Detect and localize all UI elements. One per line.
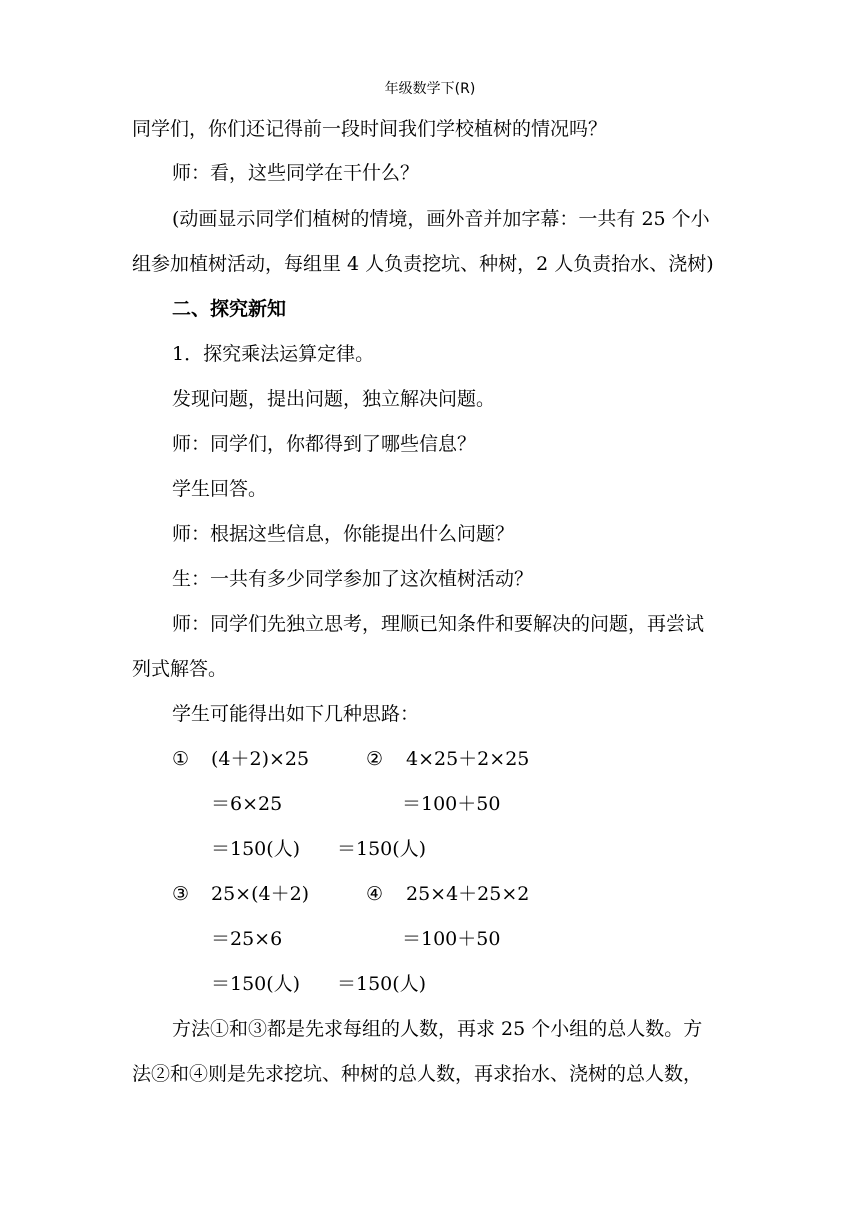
method-step: ＝25×6 (211, 928, 283, 950)
page-header: 年级数学下(R) (384, 81, 476, 97)
method-result: ＝150(人) (337, 973, 427, 995)
method-step: ＝100＋50 (402, 793, 501, 815)
paragraph-method-summary-line1: 方法①和③都是先求每组的人数，再求 25 个小组的总人数。方 (172, 1018, 703, 1040)
method-step: ＝100＋50 (402, 928, 501, 950)
method-label: ④ (366, 883, 384, 905)
method-label: ③ (172, 883, 190, 905)
method-step: 25×(4＋2) (211, 883, 310, 905)
method-result: ＝150(人) (211, 973, 301, 995)
method-label: ② (366, 748, 384, 770)
paragraph-student-answer: 学生回答。 (172, 478, 268, 500)
paragraph-teacher-look: 师：看，这些同学在干什么？ (172, 162, 420, 184)
paragraph-teacher-think-line2: 列式解答。 (132, 658, 228, 680)
paragraph-student-question: 生：一共有多少同学参加了这次植树活动？ (172, 568, 534, 590)
paragraph-ideas-intro: 学生可能得出如下几种思路： (172, 703, 420, 725)
method-step: (4＋2)×25 (211, 748, 310, 770)
method-step: 4×25＋2×25 (406, 748, 530, 770)
method-step: ＝6×25 (211, 793, 283, 815)
method-result: ＝150(人) (211, 838, 301, 860)
paragraph-explore-law: 1．探究乘法运算定律。 (172, 343, 375, 365)
paragraph-teacher-question: 师：根据这些信息，你能提出什么问题？ (172, 523, 515, 545)
paragraph-animation-line2: 组参加植树活动，每组里 4 人负责挖坑、种树，2 人负责抬水、浇树) (132, 253, 714, 275)
paragraph-teacher-think-line1: 师：同学们先独立思考，理顺已知条件和要解决的问题，再尝试 (172, 613, 705, 635)
paragraph-teacher-info: 师：同学们，你都得到了哪些信息？ (172, 433, 477, 455)
paragraph-animation-line1: (动画显示同学们植树的情境，画外音并加字幕：一共有 25 个小 (172, 208, 710, 230)
section-heading: 二、探究新知 (172, 298, 287, 320)
method-label: ① (172, 748, 190, 770)
paragraph-recall: 同学们，你们还记得前一段时间我们学校植树的情况吗？ (132, 118, 608, 140)
paragraph-method-summary-line2: 法②和④则是先求挖坑、种树的总人数，再求抬水、浇树的总人数， (132, 1063, 703, 1085)
method-step: 25×4＋25×2 (406, 883, 530, 905)
method-result: ＝150(人) (337, 838, 427, 860)
paragraph-find-problem: 发现问题，提出问题，独立解决问题。 (172, 388, 496, 410)
